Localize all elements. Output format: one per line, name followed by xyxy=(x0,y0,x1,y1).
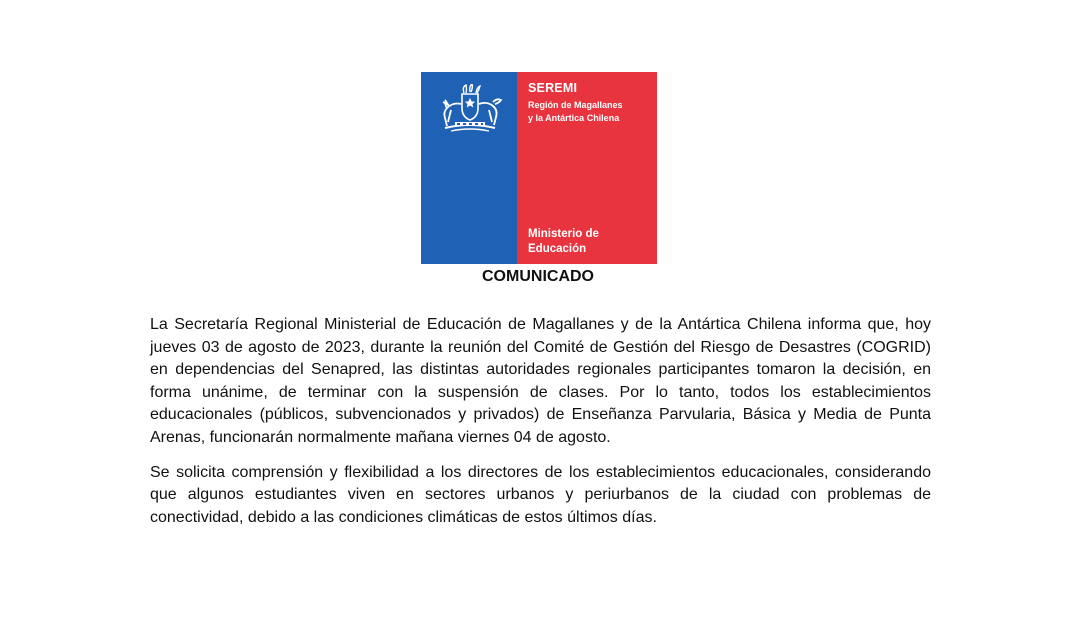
logo-subtitle: Región de Magallanes y la Antártica Chilena xyxy=(528,100,623,123)
logo-red-panel xyxy=(517,72,657,264)
document-title: COMUNICADO xyxy=(482,268,594,285)
seremi-logo xyxy=(421,72,657,264)
logo-ministry: Ministerio de Educación xyxy=(528,228,599,255)
paragraph-2: Se solicita comprensión y flexibilidad a los directores de los establecimientos educacionales, considerando que algunos estudiantes viven en sectores urbanos y periurbanos de la ciudad con problemas de conectividad, debido a las condiciones climáticas de estos últimos días. xyxy=(150,463,931,526)
logo-title: SEREMI xyxy=(528,81,578,95)
logo-blue-panel xyxy=(421,72,517,264)
paragraph-1: La Secretaría Regional Ministerial de Educación de Magallanes y de la Antártica Chilena informa que, hoy jueves 03 de agosto de 2023, durante la reunión del Comité de Gestión del Riesgo de Desastres (COGRID) en dependencias del Senapred, las distintas autoridades regionales participantes tomaron la decisión, en forma unánime, de terminar con la suspensión de clases. Por lo tanto, todos los establecimientos educacionales (públicos, subvencionados y privados) de Enseñanza Parvularia, Básica y Media de Punta Arenas, funcionarán normalmente mañana viernes 04 de agosto. xyxy=(150,316,931,446)
document-body xyxy=(150,314,931,541)
chile-coat-of-arms-icon xyxy=(431,84,509,136)
